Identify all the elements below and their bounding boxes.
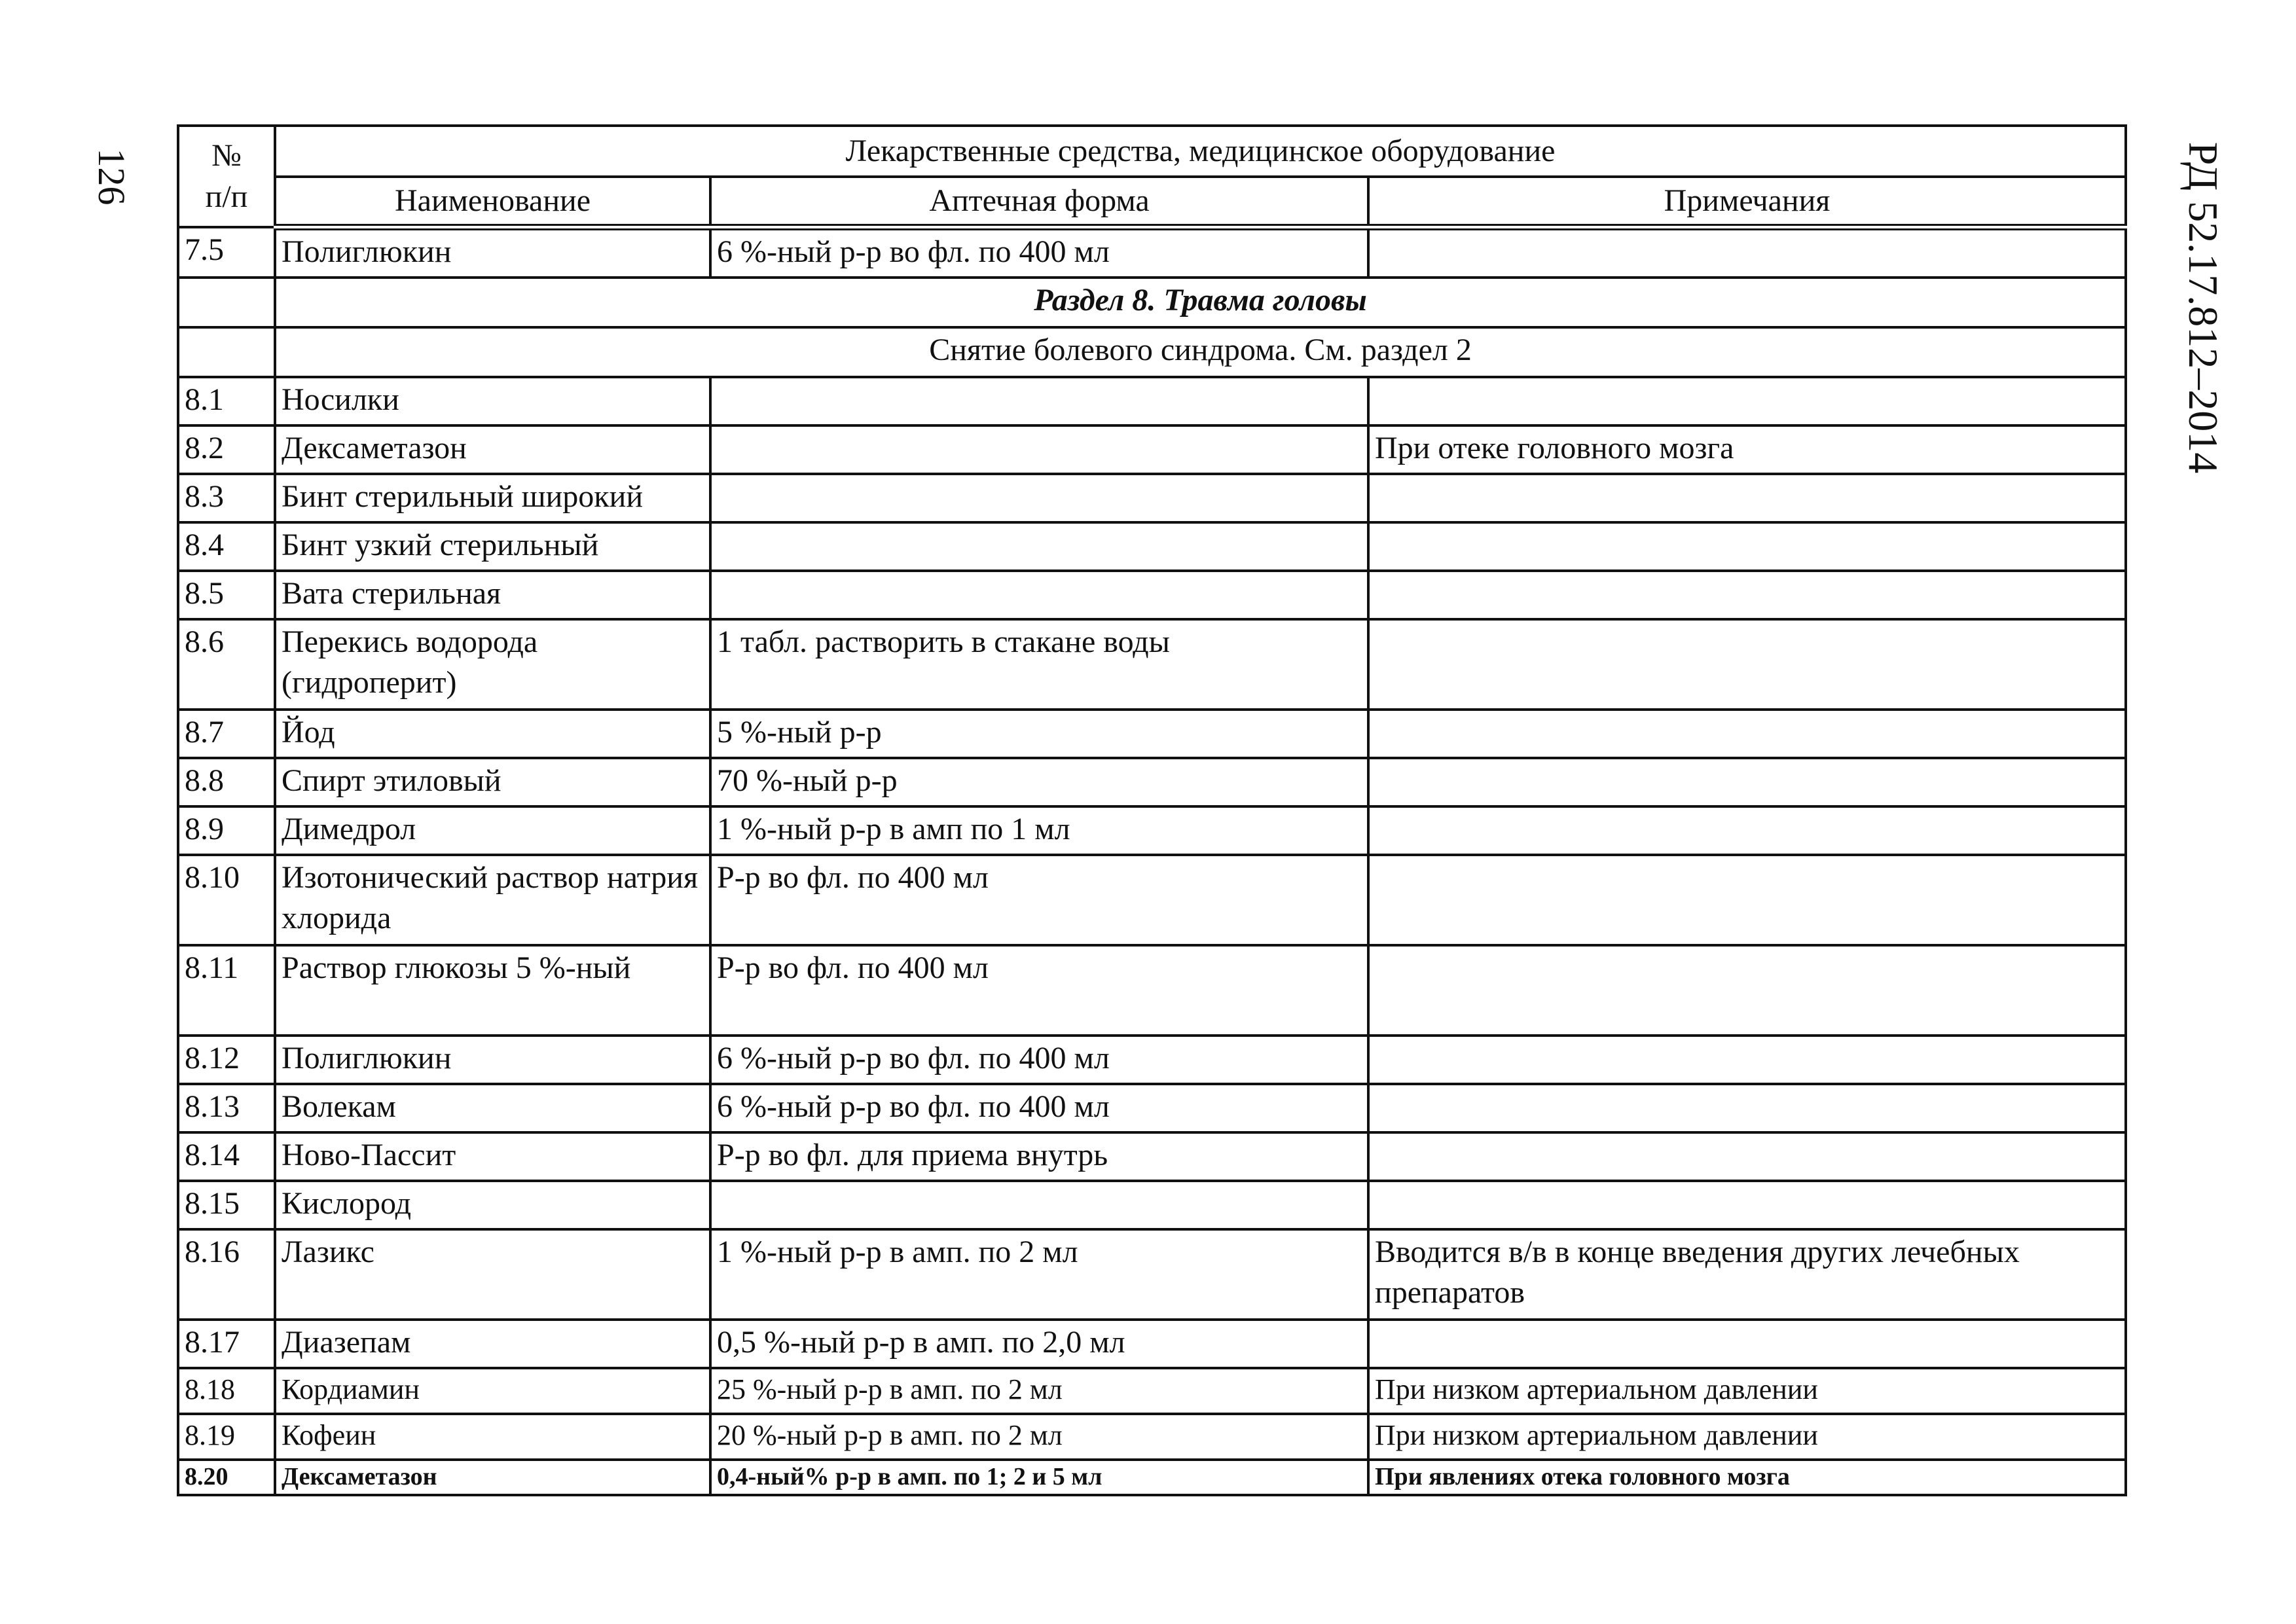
cell-form: 6 %-ный р-р во фл. по 400 мл	[710, 1036, 1368, 1084]
cell-name: Дексаметазон	[275, 425, 710, 474]
table-row	[178, 945, 2126, 1036]
table-row	[178, 710, 2126, 758]
table-row	[178, 619, 2126, 710]
table-row	[178, 1414, 2126, 1460]
cell-form: Р-р во фл. для приема внутрь	[710, 1132, 1368, 1181]
header-form: Аптечная форма	[710, 177, 1368, 227]
cell-form	[710, 522, 1368, 571]
section-note-row	[178, 327, 2126, 377]
cell-name: Димедрол	[275, 806, 710, 855]
section-note: Снятие болевого синдрома. См. раздел 2	[275, 327, 2126, 377]
cell-notes	[1368, 758, 2126, 806]
page-number: 126	[90, 148, 133, 206]
table-row	[178, 1229, 2126, 1320]
table-row	[178, 1084, 2126, 1132]
cell-form	[710, 474, 1368, 522]
cell-form: 5 %-ный р-р	[710, 710, 1368, 758]
cell-notes	[1368, 474, 2126, 522]
section-row	[178, 278, 2126, 327]
cell-notes	[1368, 1084, 2126, 1132]
cell-form: 70 %-ный р-р	[710, 758, 1368, 806]
cell-form: 6 %-ный р-р во фл. по 400 мл	[710, 1084, 1368, 1132]
table-row	[178, 855, 2126, 945]
header-notes: Примечания	[1368, 177, 2126, 227]
cell-name: Лазикс	[275, 1229, 710, 1320]
table-row	[178, 522, 2126, 571]
cell-num: 8.17	[178, 1320, 275, 1368]
cell-notes	[1368, 377, 2126, 425]
cell-num: 8.6	[178, 619, 275, 710]
cell-num: 8.8	[178, 758, 275, 806]
cell-name: Бинт стерильный широкий	[275, 474, 710, 522]
cell-notes	[1368, 710, 2126, 758]
cell-num: 8.3	[178, 474, 275, 522]
cell-name: Кофеин	[275, 1414, 710, 1460]
cell-num: 8.12	[178, 1036, 275, 1084]
cell-name: Раствор глюкозы 5 %-ный	[275, 945, 710, 1036]
cell-notes	[1368, 1181, 2126, 1229]
table-row	[178, 571, 2126, 619]
header-name: Наименование	[275, 177, 710, 227]
cell-name: Спирт этиловый	[275, 758, 710, 806]
cell-notes	[1368, 806, 2126, 855]
table-row	[178, 1132, 2126, 1181]
cell-num: 8.5	[178, 571, 275, 619]
cell-num: 8.4	[178, 522, 275, 571]
cell-notes	[1368, 522, 2126, 571]
cell-num: 8.13	[178, 1084, 275, 1132]
cell-num: 8.14	[178, 1132, 275, 1181]
document-code: РД 52.17.812–2014	[2180, 141, 2227, 474]
cell-name: Перекись водорода (гидроперит)	[275, 619, 710, 710]
cell-name: Полиглюкин	[275, 1036, 710, 1084]
cell-name: Йод	[275, 710, 710, 758]
cell-notes	[1368, 945, 2126, 1036]
cell-notes: При низком артериальном давлении	[1368, 1368, 2126, 1414]
table-row	[178, 377, 2126, 425]
cell-num: 7.5	[178, 227, 275, 278]
cell-name: Кислород	[275, 1181, 710, 1229]
table-row	[178, 1036, 2126, 1084]
cell-form: 1 %-ный р-р в амп по 1 мл	[710, 806, 1368, 855]
cell-notes	[1368, 571, 2126, 619]
cell-notes: При отеке головного мозга	[1368, 425, 2126, 474]
cell-name: Носилки	[275, 377, 710, 425]
cell-form: 25 %-ный р-р в амп. по 2 мл	[710, 1368, 1368, 1414]
cell-notes: При явлениях отека головного мозга	[1368, 1460, 2126, 1495]
cell-num: 8.11	[178, 945, 275, 1036]
header-group-title: Лекарственные средства, медицинское оборудование	[275, 126, 2126, 177]
cell-notes: Вводится в/в в конце введения других лечебных препаратов	[1368, 1229, 2126, 1320]
cell-name: Вата стерильная	[275, 571, 710, 619]
cell-notes	[1368, 1036, 2126, 1084]
cell-num: 8.19	[178, 1414, 275, 1460]
table-row	[178, 474, 2126, 522]
cell-name: Ново-Пассит	[275, 1132, 710, 1181]
cell-name: Бинт узкий стерильный	[275, 522, 710, 571]
cell-notes	[1368, 227, 2126, 278]
cell-num: 8.2	[178, 425, 275, 474]
header-num: № п/п	[178, 126, 275, 227]
medication-table	[177, 124, 2127, 1496]
cell-form: 6 %-ный р-р во фл. по 400 мл	[710, 227, 1368, 278]
table-row	[178, 758, 2126, 806]
cell-form: 20 %-ный р-р в амп. по 2 мл	[710, 1414, 1368, 1460]
cell-num: 8.7	[178, 710, 275, 758]
table-row	[178, 806, 2126, 855]
cell-name: Дексаметазон	[275, 1460, 710, 1495]
cell-form: 0,5 %-ный р-р в амп. по 2,0 мл	[710, 1320, 1368, 1368]
cell-notes	[1368, 1132, 2126, 1181]
cell-form	[710, 377, 1368, 425]
cell-name: Волекам	[275, 1084, 710, 1132]
table-row	[178, 425, 2126, 474]
cell-form: 0,4-ный% р-р в амп. по 1; 2 и 5 мл	[710, 1460, 1368, 1495]
cell-num: 8.1	[178, 377, 275, 425]
table-row	[178, 1460, 2126, 1495]
cell-num	[178, 327, 275, 377]
cell-notes	[1368, 619, 2126, 710]
cell-num: 8.16	[178, 1229, 275, 1320]
cell-notes	[1368, 855, 2126, 945]
cell-form: 1 %-ный р-р в амп. по 2 мл	[710, 1229, 1368, 1320]
table-row	[178, 1320, 2126, 1368]
cell-notes: При низком артериальном давлении	[1368, 1414, 2126, 1460]
cell-num: 8.15	[178, 1181, 275, 1229]
cell-num: 8.20	[178, 1460, 275, 1495]
cell-num: 8.9	[178, 806, 275, 855]
section-title: Раздел 8. Травма головы	[275, 278, 2126, 327]
cell-num: 8.10	[178, 855, 275, 945]
cell-name: Диазепам	[275, 1320, 710, 1368]
cell-form	[710, 425, 1368, 474]
cell-form: Р-р во фл. по 400 мл	[710, 945, 1368, 1036]
cell-name: Изотонический раствор натрия хлорида	[275, 855, 710, 945]
cell-name: Кордиамин	[275, 1368, 710, 1414]
cell-form	[710, 571, 1368, 619]
cell-form	[710, 1181, 1368, 1229]
cell-form: 1 табл. растворить в стакане воды	[710, 619, 1368, 710]
cell-num	[178, 278, 275, 327]
cell-num: 8.18	[178, 1368, 275, 1414]
table-row	[178, 1368, 2126, 1414]
cell-notes	[1368, 1320, 2126, 1368]
table-row	[178, 1181, 2126, 1229]
table-row	[178, 227, 2126, 278]
cell-name: Полиглюкин	[275, 227, 710, 278]
cell-form: Р-р во фл. по 400 мл	[710, 855, 1368, 945]
